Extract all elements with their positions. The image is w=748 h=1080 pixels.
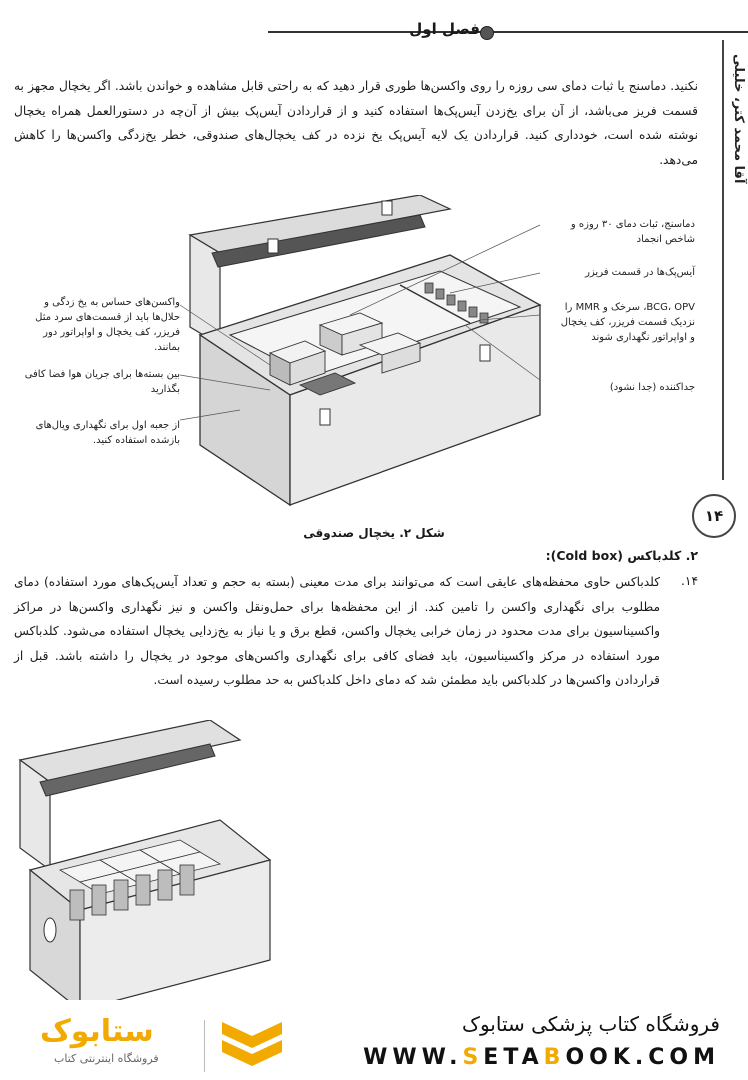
url-part-post: OOK.COM (565, 1045, 720, 1070)
body-paragraph-1: نکنید. دماسنج یا ثبات دمای سی روزه را روی واکسن‌ها طوری قرار دهید که به راحتی قابل مشاهده و خواندن باشد. اگر یخچال مجهز به قسمت فریز می‌باشد، از آن برای یخ‌زدن آیس‌پک‌ها استفاده کنید و از قراردادن آیس‌پک بیش از آن‌چه در دستورالعمل همراه یخچال نوشته شده است، خودداری کنید. قراردادن یک لایه آیس‌پک یخ نزده در کف یخچال‌های صندوقی، خطر یخ‌زدگی واکسن‌ها را کاهش می‌دهد. (14, 79, 698, 167)
annotation-freeze-sensitive: واکسن‌های حساس به یخ زدگی و حلال‌ها باید از قسمت‌های سرد مثل فریزر، کف یخچال و اواپراتور دور بمانند. (35, 297, 180, 353)
url-part-s: S (462, 1045, 484, 1070)
chapter-title: فصل اول (409, 20, 480, 38)
annotation-thermometer: دماسنج، ثبات دمای ۳۰ روزه و شاخص انجماد (570, 219, 695, 245)
chest-refrigerator-illustration (120, 195, 560, 525)
page-number: ۱۴ (692, 494, 736, 538)
section-title: ۲. کلدباکس (Cold box): (545, 548, 698, 563)
chapter-header-line (268, 31, 748, 33)
side-margin-line (722, 40, 724, 480)
figure-caption: شکل ۲. یخچال صندوقی (303, 526, 445, 540)
logo-separator (204, 1020, 205, 1072)
url-part-pre: WWW. (363, 1045, 463, 1070)
item-number: ۱۴. (681, 574, 698, 588)
logo-wordmark: ستابوک (40, 1014, 154, 1049)
logo-subtitle: فروشگاه اینترنتی کتاب (54, 1052, 159, 1065)
shop-url[interactable] (363, 1045, 720, 1070)
annotation-freezer-vaccines: BCG، OPV، سرخک و MMR را نزدیک قسمت فریزر، کف یخچال و اواپراتور نگهداری شوند (560, 302, 695, 343)
chapter-header-dot (480, 26, 494, 40)
annotation-airflow: بین بسته‌ها برای جریان هوا فضا کافی بگذارید (24, 369, 180, 395)
side-author-label: آقا محمد کتر، خلیلی (731, 54, 746, 184)
cold-box-illustration (0, 720, 280, 1010)
setabook-logo-icon (222, 1022, 282, 1072)
body-paragraph-2: کلدباکس حاوی محفظه‌های عایقی است که می‌توانند برای مدت معینی (بسته به حجم و تعداد آیس‌پک‌های مورد استفاده) دمای مطلوب برای نگهداری واکسن را تامین کند. از این محفظه‌ها برای حمل‌ونقل واکسن و نیز نگهداری واکسن‌ها در مراکز واکسیناسیون برای مدت محدود در زمان خرابی یخچال واکسن، قطع برق و یا نیاز به یخ‌زدایی یخچال استفاده می‌شود. کلدباکس مورد استفاده در مرکز واکسیناسیون، باید فضای کافی برای نگهداری واکسن‌های موجود در یخچال را داشته باشد. قبل از قراردادن واکسن‌ها در کلدباکس باید مطمئن شد که دمای داخل کلدباکس به حد مطلوب رسیده است. (14, 575, 660, 687)
annotation-ice-packs: آیس‌پک‌ها در قسمت فریزر (585, 267, 695, 278)
annotation-opened-vials: از جعبه اول برای نگهداری ویال‌های بازشده استفاده کنید. (35, 420, 180, 446)
shop-name: فروشگاه کتاب پزشکی ستابوک (462, 1012, 720, 1036)
annotation-divider: جداکننده (جدا نشود) (609, 382, 695, 393)
url-part-mid: ETA (483, 1045, 544, 1070)
url-part-b: B (543, 1045, 566, 1070)
